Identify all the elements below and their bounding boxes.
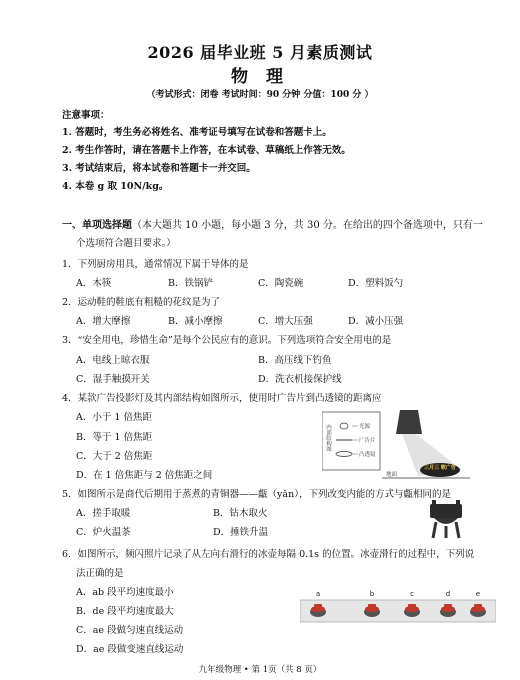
question-stem: 4．某款广告投影灯及其内部结构如图所示，使用时广告片到凸透镜的距离应 xyxy=(62,393,382,404)
notice-heading: 注意事项： xyxy=(62,110,110,121)
section-desc-cont: 个选项符合题目要求。） xyxy=(76,238,176,249)
option-d: D．ae 段做变速直线运动 xyxy=(76,644,184,655)
option-c: C．ae 段做匀速直线运动 xyxy=(76,625,184,636)
notice-item: 3. 考试结束后，将本试卷和答题卡一并交回。 xyxy=(62,163,256,174)
structure-label: 内部结构图 xyxy=(325,424,331,452)
exam-meta: （考试形式：闭卷 考试时间：90 分钟 分值：100 分 ） xyxy=(146,90,374,100)
light-source-icon xyxy=(340,423,348,429)
option-c: C．炉火温茶 xyxy=(76,527,131,538)
position-label-a: a xyxy=(315,590,321,598)
exam-subject: 物 理 xyxy=(231,67,289,87)
option-a: A．电线上晾衣服 xyxy=(76,355,150,366)
ad-film-label: 广告片 xyxy=(359,438,376,444)
projector-body-icon xyxy=(396,410,422,434)
ice-strip xyxy=(300,600,496,622)
option-d: D．塑料饭勺 xyxy=(348,278,404,289)
question-stem-cont: 法正确的是 xyxy=(76,568,124,579)
option-c: C．大于 2 倍焦距 xyxy=(76,451,153,462)
section-desc: （本大题共 10 小题，每小题 3 分，共 30 分。在给出的四个备选项中，只有一 xyxy=(132,220,483,231)
yan-leg xyxy=(433,522,436,538)
option-a: A．木筷 xyxy=(76,278,112,289)
ground-label: 地面 xyxy=(386,472,398,478)
lens-icon xyxy=(336,452,352,457)
position-label-d: d xyxy=(445,590,451,598)
option-a: A．增大摩擦 xyxy=(76,316,131,327)
option-c: C．湿手触摸开关 xyxy=(76,374,150,385)
option-b: B．钻木取火 xyxy=(213,508,268,519)
position-label-e: e xyxy=(475,590,481,598)
question-stem: 1．下列厨房用具，通常情况下属于导体的是 xyxy=(62,259,249,270)
position-label-c: c xyxy=(410,590,414,598)
option-d: D．在 1 倍焦距与 2 倍焦距之间 xyxy=(76,470,213,481)
exam-title: 2026 届毕业班 5 月素质测试 xyxy=(147,43,373,62)
option-a: A．搓手取暖 xyxy=(76,508,131,519)
position-label-b: b xyxy=(369,590,375,598)
option-b: B．高压线下钓鱼 xyxy=(258,355,332,366)
option-c: C．陶瓷碗 xyxy=(258,278,304,289)
light-source-label: 光源 xyxy=(359,424,371,430)
option-d: D．捶铁升温 xyxy=(213,527,269,538)
option-c: C．增大压强 xyxy=(258,316,313,327)
yan-handle-left xyxy=(432,500,436,505)
option-b: B．等于 1 倍焦距 xyxy=(76,432,153,443)
option-d: D．减小压强 xyxy=(348,316,404,327)
notice-item: 2. 考生作答时，请在答题卡上作答，在本试卷、草稿纸上作答无效。 xyxy=(62,145,351,156)
option-b: B．de 段平均速度最大 xyxy=(76,606,174,617)
yan-upper-vessel xyxy=(430,504,462,518)
projected-ad-text: 三月三 歌广告 xyxy=(424,465,456,471)
page-footer: 九年级物理 • 第 1页（共 8 页） xyxy=(198,665,322,675)
section-line xyxy=(62,220,483,232)
yan-handle-right xyxy=(456,500,460,505)
notice-item: 1. 答题时，考生务必将姓名、准考证号填写在试卷和答题卡上。 xyxy=(62,127,332,138)
notice-item: 4. 本卷 g 取 10N/kg。 xyxy=(62,181,169,192)
yan-leg xyxy=(456,522,459,538)
question-stem: 6．如图所示，频闪照片记录了从左向右滑行的冰壶每隔 0.1s 的位置。冰壶滑行的过程中，下列说 xyxy=(62,549,475,560)
option-a: A．小于 1 倍焦距 xyxy=(76,412,152,423)
question-stem: 3．“安全用电，珍惜生命”是每个公民应有的意识。下列选项符合安全用电的是 xyxy=(62,335,392,346)
option-a: A．ab 段平均速度最小 xyxy=(76,587,174,598)
yan-lower-pot xyxy=(434,518,458,524)
curling-figure xyxy=(300,588,496,624)
projector-figure xyxy=(322,404,472,484)
section-heading: 一、单项选择题 xyxy=(62,220,132,231)
lens-label: 凸透镜 xyxy=(359,452,376,458)
option-b: B．铁锅铲 xyxy=(168,278,213,289)
question-stem: 2．运动鞋的鞋底有粗糙的花纹是为了 xyxy=(62,297,221,308)
bronze-yan-figure xyxy=(426,498,466,540)
option-b: B．减小摩擦 xyxy=(168,316,223,327)
option-d: D．洗衣机接保护线 xyxy=(258,374,342,385)
question-stem: 5．如图所示是商代后期用于蒸煮的青铜器——甗（yǎn），下列改变内能的方式与甗相同的是 xyxy=(62,489,451,500)
